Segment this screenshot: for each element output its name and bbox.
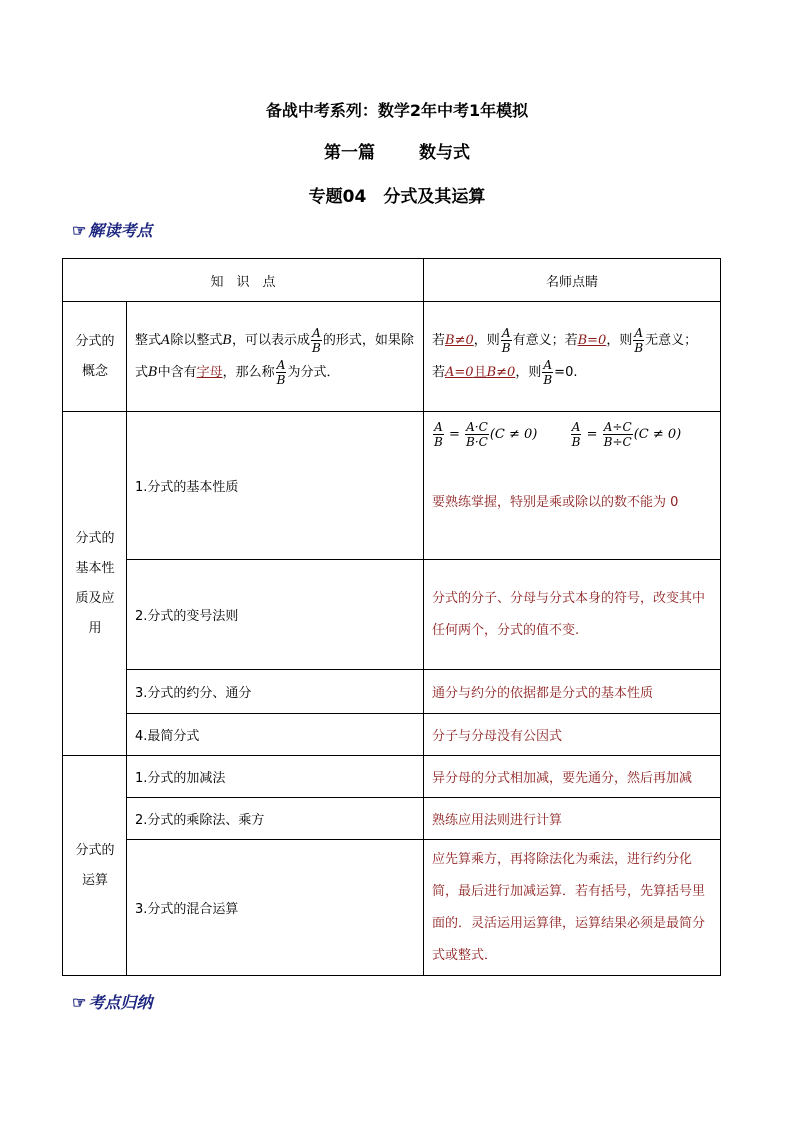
part-right: 数与式 bbox=[419, 143, 470, 163]
topic-heading: 专题04 分式及其运算 bbox=[308, 187, 486, 207]
item-mixed-operations: 3.分式的混合运算 bbox=[127, 840, 424, 976]
keyword-letter: 字母 bbox=[196, 364, 223, 380]
section-label: 解读考点 bbox=[88, 221, 153, 240]
section-summary bbox=[72, 990, 152, 1013]
tip-sign-rule: 分式的分子、分母与分式本身的符号，改变其中任何两个，分式的值不变. bbox=[424, 560, 721, 670]
tip-multiply-divide: 熟练应用法则进行计算 bbox=[424, 798, 721, 840]
header-teacher-tips: 名师点睛 bbox=[424, 259, 721, 302]
document-title: 备战中考系列：数学2年中考1年模拟 bbox=[265, 101, 529, 120]
item-basic-property: 1.分式的基本性质 bbox=[127, 412, 424, 560]
pointing-hand-icon: ☞ bbox=[72, 221, 87, 240]
tip-mixed-operations: 应先算乘方，再将除法化为乘法，进行约分化简，最后进行加减运算．若有括号，先算括号里面的．灵活运用运算律，运算结果必须是最简分式或整式． bbox=[424, 840, 721, 976]
knowledge-table bbox=[62, 258, 721, 976]
tip-basic-property: $\frac{A}{B}$ = $\frac{A\cdot C}{B\cdot C}$ (C ≠ 0) $\frac{A}{B}$ = $\frac{A\div C}{B\div C}$ (C ≠ 0) 要熟练掌握，特别是乘或除以的数不能为 0 bbox=[424, 412, 721, 560]
item-sign-rule: 2.分式的变号法则 bbox=[127, 560, 424, 670]
item-multiply-divide: 2.分式的乘除法、乘方 bbox=[127, 798, 424, 840]
group-concept: 分式的概念 bbox=[63, 302, 127, 412]
concept-definition: 整式A除以整式B，可以表示成 $\frac{A}{B}$ 的形式，如果除式B中含有字母，那么称 $\frac{A}{B}$ 为分式． bbox=[127, 302, 424, 412]
item-simplest-fraction: 4.最简分式 bbox=[127, 714, 424, 756]
group-operations: 分式的运算 bbox=[63, 756, 127, 976]
section-label: 考点归纳 bbox=[88, 993, 153, 1012]
group-basic-properties: 分式的基本性质及应用 bbox=[63, 412, 127, 756]
concept-tip: 若B≠0，则 $\frac{A}{B}$ 有意义；若B=0，则 $\frac{A}{B}$ 无意义； 若A=0且B≠0，则 $\frac{A}{B}$ =0. bbox=[424, 302, 721, 412]
pointing-hand-icon: ☞ bbox=[72, 993, 87, 1012]
tip-add-subtract: 异分母的分式相加减，要先通分，然后再加减 bbox=[424, 756, 721, 798]
part-left: 第一篇 bbox=[324, 143, 375, 163]
tip-simplest-fraction: 分子与分母没有公因式 bbox=[424, 714, 721, 756]
item-add-subtract: 1.分式的加减法 bbox=[127, 756, 424, 798]
item-reduce-common: 3.分式的约分、通分 bbox=[127, 670, 424, 714]
section-interpret-points bbox=[72, 218, 152, 241]
property-formulas: $\frac{A}{B}$ = $\frac{A\cdot C}{B\cdot C}$ (C ≠ 0) $\frac{A}{B}$ = $\frac{A\div C}{B\div C}$ (C ≠ 0) bbox=[434, 420, 682, 449]
tip-reduce-common: 通分与约分的依据都是分式的基本性质 bbox=[424, 670, 721, 714]
part-heading bbox=[0, 138, 794, 163]
header-knowledge-point: 知 识 点 bbox=[63, 259, 424, 302]
fraction-a-over-b: $\frac{A}{B}$ bbox=[312, 325, 321, 355]
